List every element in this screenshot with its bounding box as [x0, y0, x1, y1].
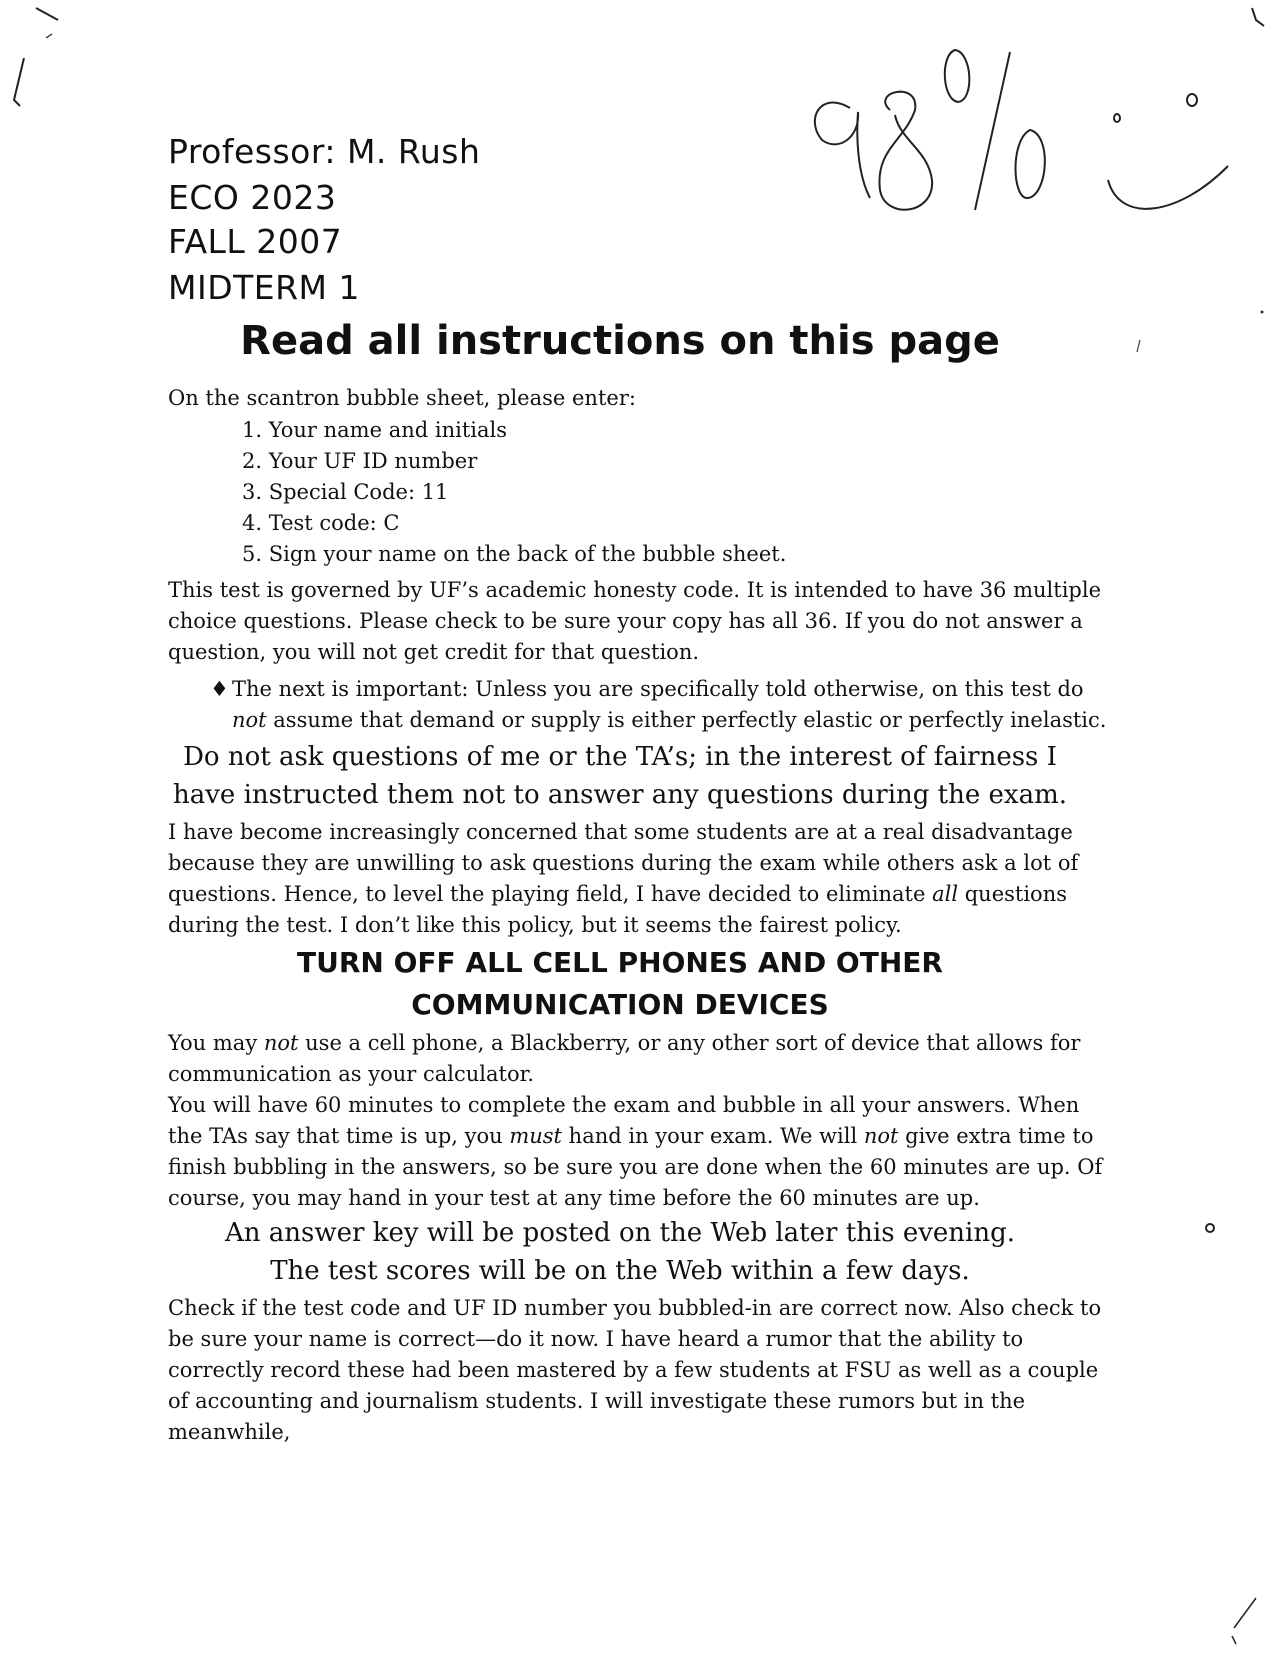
no-questions-line: Do not ask questions of me or the TA’s; in the interest of fairness I: [183, 742, 1057, 772]
time-text-line: You will have 60 minutes to complete the exam and bubble in all your answers. When: [168, 1093, 1080, 1117]
handwritten-zero: [1016, 130, 1045, 198]
phones-heading: TURN OFF ALL CELL PHONES AND OTHER: [297, 946, 943, 979]
time-text-line: [168, 1124, 1093, 1148]
emphasis-not: not: [263, 1031, 299, 1055]
phones-heading: COMMUNICATION DEVICES: [411, 988, 829, 1021]
handwritten-digit-9: [815, 102, 870, 198]
concern-text-segment: questions: [958, 882, 1067, 906]
handwritten-small-zero: [945, 50, 970, 102]
phones-text-line: [168, 1031, 1080, 1055]
important-text-line: The next is important: Unless you are specifically told otherwise, on this test do: [232, 677, 1084, 701]
honesty-text-line: choice questions. Please check to be sure your copy has all 36. If you do not answer a: [168, 609, 1083, 633]
concern-text-line: during the test. I don’t like this policy, but it seems the fairest policy.: [168, 913, 902, 937]
scan-speck: [1261, 311, 1264, 314]
term: FALL 2007: [168, 222, 343, 261]
scan-speck: [1252, 8, 1264, 26]
check-text-line: Check if the test code and UF ID number you bubbled-in are correct now. Also check to: [168, 1296, 1102, 1320]
scan-speck: [36, 8, 58, 20]
web-notice-line: An answer key will be posted on the Web later this evening.: [225, 1218, 1015, 1248]
scan-speck: [14, 58, 24, 106]
scantron-intro: On the scantron bubble sheet, please enter:: [168, 386, 636, 410]
emphasis-must: must: [509, 1124, 562, 1148]
check-text-line: meanwhile,: [168, 1420, 291, 1444]
concern-text-line: because they are unwilling to ask questions during the exam while others ask a lot of: [168, 851, 1079, 875]
handwritten-slash: [975, 52, 1010, 210]
exam-name: MIDTERM 1: [168, 268, 361, 307]
check-text-line: correctly record these had been mastered by a few students at FSU as well as a couple: [168, 1358, 1099, 1382]
honesty-text-line: This test is governed by UF’s academic honesty code. It is intended to have 36 multiple: [168, 578, 1101, 602]
phones-text-segment: You may: [168, 1031, 264, 1055]
no-questions-line: have instructed them not to answer any questions during the exam.: [172, 780, 1067, 810]
scantron-item: 2. Your UF ID number: [242, 449, 478, 473]
scantron-item: 1. Your name and initials: [242, 418, 507, 442]
time-text-segment: the TAs say that time is up, you: [168, 1124, 510, 1148]
concern-text-segment: questions. Hence, to level the playing field, I have decided to eliminate: [168, 882, 933, 906]
concern-text-line: [168, 882, 1067, 906]
emphasis-not: not: [863, 1124, 899, 1148]
time-text-segment: give extra time to: [898, 1124, 1094, 1148]
smiley-face-icon: [1108, 94, 1228, 209]
course-code: ECO 2023: [168, 178, 337, 217]
time-text-line: finish bubbling in the answers, so be sure you are done when the 60 minutes are up. Of: [168, 1155, 1103, 1179]
handwritten-digit-8: [879, 92, 932, 210]
handwritten-score: [815, 50, 1045, 210]
time-text-segment: hand in your exam. We will: [562, 1124, 864, 1148]
scan-speck: [46, 34, 52, 38]
diamond-bullet-icon: ♦: [210, 677, 229, 701]
scantron-item: 3. Special Code: 11: [242, 480, 449, 504]
phones-text-line: communication as your calculator.: [168, 1062, 535, 1086]
check-text-line: be sure your name is correct—do it now. I have heard a rumor that the ability to: [168, 1327, 1024, 1351]
time-text-line: course, you may hand in your test at any time before the 60 minutes are up.: [168, 1186, 980, 1210]
scan-speck: [1234, 1598, 1256, 1628]
emphasis-all: all: [932, 882, 959, 906]
scantron-item: 4. Test code: C: [242, 511, 400, 535]
concern-text-line: I have become increasingly concerned that some students are at a real disadvantage: [168, 820, 1073, 844]
scan-speck: [1232, 1636, 1236, 1644]
professor-line: Professor: M. Rush: [168, 132, 481, 171]
page-title: Read all instructions on this page: [240, 318, 1000, 364]
important-note: [210, 674, 1110, 705]
emphasis-not: not: [232, 708, 267, 732]
important-text-line: assume that demand or supply is either perfectly elastic or perfectly inelastic.: [266, 708, 1107, 732]
honesty-text-line: question, you will not get credit for that question.: [168, 640, 700, 664]
important-note-continued: [210, 705, 1132, 736]
web-notice-line: The test scores will be on the Web within a few days.: [270, 1256, 970, 1286]
scantron-item: 5. Sign your name on the back of the bubble sheet.: [242, 542, 787, 566]
phones-text-segment: use a cell phone, a Blackberry, or any other sort of device that allows for: [298, 1031, 1081, 1055]
check-text-line: of accounting and journalism students. I will investigate these rumors but in the: [168, 1389, 1026, 1413]
